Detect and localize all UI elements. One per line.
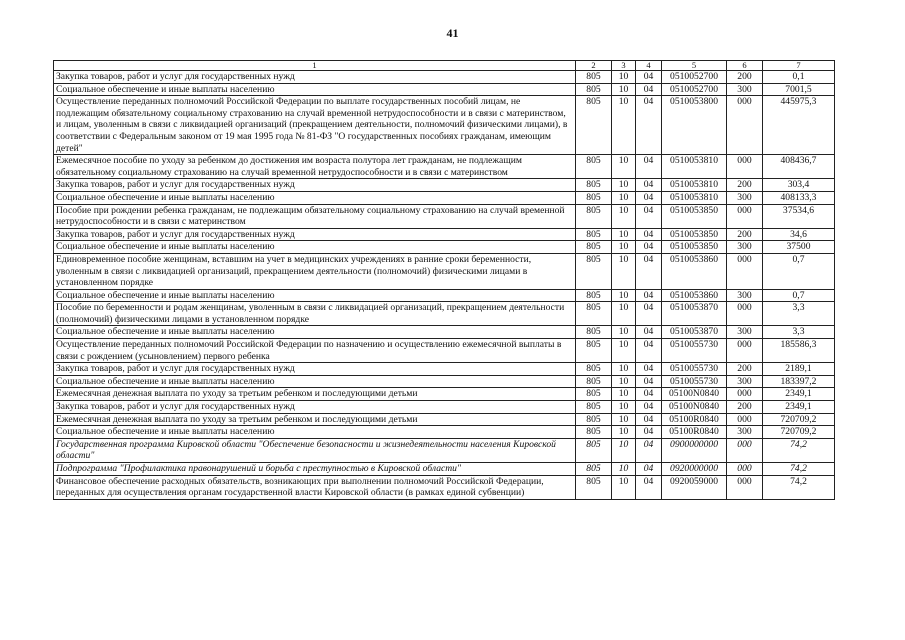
row-gr-cell: 805 (576, 228, 612, 241)
table-row (54, 71, 835, 84)
row-sum-cell: 2189,1 (763, 363, 835, 376)
table-row (54, 191, 835, 204)
table-row (54, 83, 835, 96)
table-row (54, 438, 835, 462)
row-pr-cell: 04 (636, 96, 662, 155)
table-row (54, 253, 835, 289)
row-sum-cell: 74,2 (763, 463, 835, 476)
row-csr-cell: 0510055730 (662, 375, 727, 388)
table-row (54, 426, 835, 439)
row-pr-cell: 04 (636, 155, 662, 179)
row-name-cell: Закупка товаров, работ и услуг для государственных нужд (54, 401, 576, 414)
table-row (54, 388, 835, 401)
table-header-row (54, 61, 835, 71)
row-pr-cell: 04 (636, 241, 662, 254)
row-name-cell: Осуществление переданных полномочий Российской Федерации по назначению и осуществлению ежемесячной выплаты в связи с рождением (усыновлением) первого ребенка (54, 339, 576, 363)
row-csr-cell: 0900000000 (662, 438, 727, 462)
row-gr-cell: 805 (576, 302, 612, 326)
row-pr-cell: 04 (636, 339, 662, 363)
row-name-cell: Закупка товаров, работ и услуг для государственных нужд (54, 228, 576, 241)
header-cell: 2 (576, 61, 612, 71)
row-rz-cell: 10 (612, 289, 636, 302)
header-cell: 6 (727, 61, 763, 71)
row-rz-cell: 10 (612, 326, 636, 339)
row-vr-cell: 000 (727, 413, 763, 426)
row-vr-cell: 000 (727, 339, 763, 363)
row-gr-cell: 805 (576, 426, 612, 439)
row-pr-cell: 04 (636, 363, 662, 376)
row-vr-cell: 300 (727, 326, 763, 339)
row-name-cell: Ежемесячное пособие по уходу за ребенком до достижения им возраста полутора лет гражданам, не подлежащим обязательному социальному страхованию на случай временной нетрудоспособности и в связи с материнством (54, 155, 576, 179)
row-vr-cell: 000 (727, 463, 763, 476)
row-gr-cell: 805 (576, 388, 612, 401)
row-rz-cell: 10 (612, 241, 636, 254)
row-gr-cell: 805 (576, 253, 612, 289)
header-cell: 5 (662, 61, 727, 71)
row-csr-cell: 0510053810 (662, 155, 727, 179)
row-pr-cell: 04 (636, 475, 662, 499)
row-vr-cell: 000 (727, 96, 763, 155)
table-row (54, 241, 835, 254)
row-gr-cell: 805 (576, 204, 612, 228)
row-csr-cell: 0510052700 (662, 71, 727, 84)
row-vr-cell: 300 (727, 426, 763, 439)
row-pr-cell: 04 (636, 388, 662, 401)
row-gr-cell: 805 (576, 413, 612, 426)
table-row (54, 475, 835, 499)
row-rz-cell: 10 (612, 71, 636, 84)
row-csr-cell: 0510053800 (662, 96, 727, 155)
row-gr-cell: 805 (576, 475, 612, 499)
row-sum-cell: 74,2 (763, 475, 835, 499)
row-vr-cell: 300 (727, 83, 763, 96)
row-gr-cell: 805 (576, 363, 612, 376)
row-name-cell: Ежемесячная денежная выплата по уходу за третьим ребенком и последующими детьми (54, 413, 576, 426)
table-row (54, 289, 835, 302)
row-vr-cell: 200 (727, 363, 763, 376)
row-csr-cell: 0510053850 (662, 241, 727, 254)
row-rz-cell: 10 (612, 155, 636, 179)
row-sum-cell: 3,3 (763, 302, 835, 326)
row-rz-cell: 10 (612, 83, 636, 96)
row-vr-cell: 000 (727, 438, 763, 462)
row-gr-cell: 805 (576, 438, 612, 462)
row-pr-cell: 04 (636, 191, 662, 204)
row-rz-cell: 10 (612, 204, 636, 228)
row-name-cell: Социальное обеспечение и иные выплаты населению (54, 289, 576, 302)
table-row (54, 179, 835, 192)
row-sum-cell: 2349,1 (763, 388, 835, 401)
row-gr-cell: 805 (576, 191, 612, 204)
row-vr-cell: 000 (727, 204, 763, 228)
row-vr-cell: 300 (727, 375, 763, 388)
row-name-cell: Социальное обеспечение и иные выплаты населению (54, 326, 576, 339)
table-row (54, 363, 835, 376)
row-csr-cell: 0510053870 (662, 302, 727, 326)
row-sum-cell: 74,2 (763, 438, 835, 462)
table-row (54, 155, 835, 179)
row-name-cell: Закупка товаров, работ и услуг для государственных нужд (54, 179, 576, 192)
row-gr-cell: 805 (576, 155, 612, 179)
row-rz-cell: 10 (612, 228, 636, 241)
row-name-cell: Подпрограмма "Профилактика правонарушений и борьба с преступностью в Кировской области" (54, 463, 576, 476)
row-rz-cell: 10 (612, 179, 636, 192)
row-sum-cell: 37500 (763, 241, 835, 254)
row-vr-cell: 300 (727, 289, 763, 302)
row-pr-cell: 04 (636, 326, 662, 339)
row-sum-cell: 2349,1 (763, 401, 835, 414)
row-rz-cell: 10 (612, 438, 636, 462)
row-gr-cell: 805 (576, 289, 612, 302)
row-name-cell: Осуществление переданных полномочий Российской Федерации по выплате государственных пособий лицам, не подлежащим обязательному социальному страхованию на случай временной нетрудоспособности и в связи с материнством, и лицам, уволенным в связи с ликвидацией организаций (прекращением деятельности, полномочий физическими лицами), в соответствии с Федеральным законом от 19 мая 1995 года № 81-ФЗ "О государственных пособиях гражданам, имеющим детей" (54, 96, 576, 155)
row-pr-cell: 04 (636, 438, 662, 462)
table-row (54, 204, 835, 228)
row-pr-cell: 04 (636, 253, 662, 289)
row-sum-cell: 408436,7 (763, 155, 835, 179)
row-csr-cell: 05100R0840 (662, 426, 727, 439)
row-sum-cell: 303,4 (763, 179, 835, 192)
row-gr-cell: 805 (576, 339, 612, 363)
row-vr-cell: 200 (727, 71, 763, 84)
row-vr-cell: 000 (727, 388, 763, 401)
row-sum-cell: 37534,6 (763, 204, 835, 228)
row-name-cell: Закупка товаров, работ и услуг для государственных нужд (54, 71, 576, 84)
row-vr-cell: 200 (727, 401, 763, 414)
row-vr-cell: 300 (727, 191, 763, 204)
row-gr-cell: 805 (576, 96, 612, 155)
row-pr-cell: 04 (636, 83, 662, 96)
row-vr-cell: 000 (727, 155, 763, 179)
row-gr-cell: 805 (576, 326, 612, 339)
row-name-cell: Социальное обеспечение и иные выплаты населению (54, 191, 576, 204)
row-csr-cell: 0510053870 (662, 326, 727, 339)
row-gr-cell: 805 (576, 401, 612, 414)
row-gr-cell: 805 (576, 83, 612, 96)
row-csr-cell: 05100N0840 (662, 401, 727, 414)
row-rz-cell: 10 (612, 191, 636, 204)
table-row (54, 375, 835, 388)
row-csr-cell: 0510055730 (662, 363, 727, 376)
row-gr-cell: 805 (576, 71, 612, 84)
row-rz-cell: 10 (612, 96, 636, 155)
row-sum-cell: 7001,5 (763, 83, 835, 96)
row-rz-cell: 10 (612, 426, 636, 439)
row-csr-cell: 0510053810 (662, 191, 727, 204)
row-csr-cell: 0510053850 (662, 204, 727, 228)
table-row (54, 463, 835, 476)
row-csr-cell: 0510052700 (662, 83, 727, 96)
row-csr-cell: 0920059000 (662, 475, 727, 499)
row-name-cell: Государственная программа Кировской области "Обеспечение безопасности и жизнедеятельности населения Кировской области" (54, 438, 576, 462)
row-sum-cell: 0,7 (763, 289, 835, 302)
row-rz-cell: 10 (612, 463, 636, 476)
row-sum-cell: 185586,3 (763, 339, 835, 363)
table-row (54, 326, 835, 339)
page-number: 41 (446, 26, 459, 40)
row-pr-cell: 04 (636, 401, 662, 414)
row-rz-cell: 10 (612, 375, 636, 388)
row-sum-cell: 445975,3 (763, 96, 835, 155)
header-cell: 7 (763, 61, 835, 71)
row-pr-cell: 04 (636, 426, 662, 439)
row-vr-cell: 000 (727, 253, 763, 289)
row-rz-cell: 10 (612, 388, 636, 401)
table-row (54, 401, 835, 414)
row-csr-cell: 0510053850 (662, 228, 727, 241)
row-csr-cell: 0510053810 (662, 179, 727, 192)
row-name-cell: Пособие по беременности и родам женщинам, уволенным в связи с ликвидацией организаций, прекращением деятельности (полномочий) физическими лицами в установленном порядке (54, 302, 576, 326)
table-row (54, 302, 835, 326)
row-vr-cell: 000 (727, 475, 763, 499)
budget-table (53, 60, 835, 500)
row-vr-cell: 000 (727, 302, 763, 326)
row-pr-cell: 04 (636, 179, 662, 192)
row-name-cell: Финансовое обеспечение расходных обязательств, возникающих при выполнении полномочий Российской Федерации, переданных для осуществления органам государственной власти Кировской области (в рамках единой субвенции) (54, 475, 576, 499)
row-csr-cell: 05100N0840 (662, 388, 727, 401)
row-rz-cell: 10 (612, 401, 636, 414)
row-gr-cell: 805 (576, 375, 612, 388)
row-sum-cell: 720709,2 (763, 413, 835, 426)
row-name-cell: Социальное обеспечение и иные выплаты населению (54, 83, 576, 96)
row-gr-cell: 805 (576, 463, 612, 476)
row-pr-cell: 04 (636, 204, 662, 228)
table-row (54, 96, 835, 155)
row-sum-cell: 0,1 (763, 71, 835, 84)
row-name-cell: Закупка товаров, работ и услуг для государственных нужд (54, 363, 576, 376)
row-csr-cell: 05100R0840 (662, 413, 727, 426)
row-rz-cell: 10 (612, 363, 636, 376)
header-cell: 1 (54, 61, 576, 71)
row-name-cell: Социальное обеспечение и иные выплаты населению (54, 241, 576, 254)
row-pr-cell: 04 (636, 289, 662, 302)
row-rz-cell: 10 (612, 339, 636, 363)
row-pr-cell: 04 (636, 463, 662, 476)
row-csr-cell: 0510055730 (662, 339, 727, 363)
row-csr-cell: 0510053860 (662, 253, 727, 289)
row-sum-cell: 0,7 (763, 253, 835, 289)
row-name-cell: Пособие при рождении ребенка гражданам, не подлежащим обязательному социальному страхованию на случай временной нетрудоспособности и в связи с материнством (54, 204, 576, 228)
row-pr-cell: 04 (636, 302, 662, 326)
row-pr-cell: 04 (636, 413, 662, 426)
table-row (54, 339, 835, 363)
row-rz-cell: 10 (612, 413, 636, 426)
row-pr-cell: 04 (636, 71, 662, 84)
row-sum-cell: 3,3 (763, 326, 835, 339)
row-gr-cell: 805 (576, 241, 612, 254)
row-vr-cell: 200 (727, 228, 763, 241)
table-row (54, 413, 835, 426)
row-name-cell: Единовременное пособие женщинам, вставшим на учет в медицинских учреждениях в ранние сроки беременности, уволенным в связи с ликвидацией организаций, прекращением деятельности (полномочий) физическими лицами в установленном порядке (54, 253, 576, 289)
row-sum-cell: 720709,2 (763, 426, 835, 439)
row-csr-cell: 0920000000 (662, 463, 727, 476)
row-name-cell: Ежемесячная денежная выплата по уходу за третьим ребенком и последующими детьми (54, 388, 576, 401)
row-csr-cell: 0510053860 (662, 289, 727, 302)
row-vr-cell: 200 (727, 179, 763, 192)
header-cell: 4 (636, 61, 662, 71)
row-name-cell: Социальное обеспечение и иные выплаты населению (54, 375, 576, 388)
row-pr-cell: 04 (636, 228, 662, 241)
row-sum-cell: 408133,3 (763, 191, 835, 204)
row-gr-cell: 805 (576, 179, 612, 192)
row-name-cell: Социальное обеспечение и иные выплаты населению (54, 426, 576, 439)
row-sum-cell: 34,6 (763, 228, 835, 241)
row-rz-cell: 10 (612, 475, 636, 499)
row-pr-cell: 04 (636, 375, 662, 388)
row-rz-cell: 10 (612, 302, 636, 326)
table-row (54, 228, 835, 241)
row-vr-cell: 300 (727, 241, 763, 254)
row-sum-cell: 183397,2 (763, 375, 835, 388)
header-cell: 3 (612, 61, 636, 71)
row-rz-cell: 10 (612, 253, 636, 289)
